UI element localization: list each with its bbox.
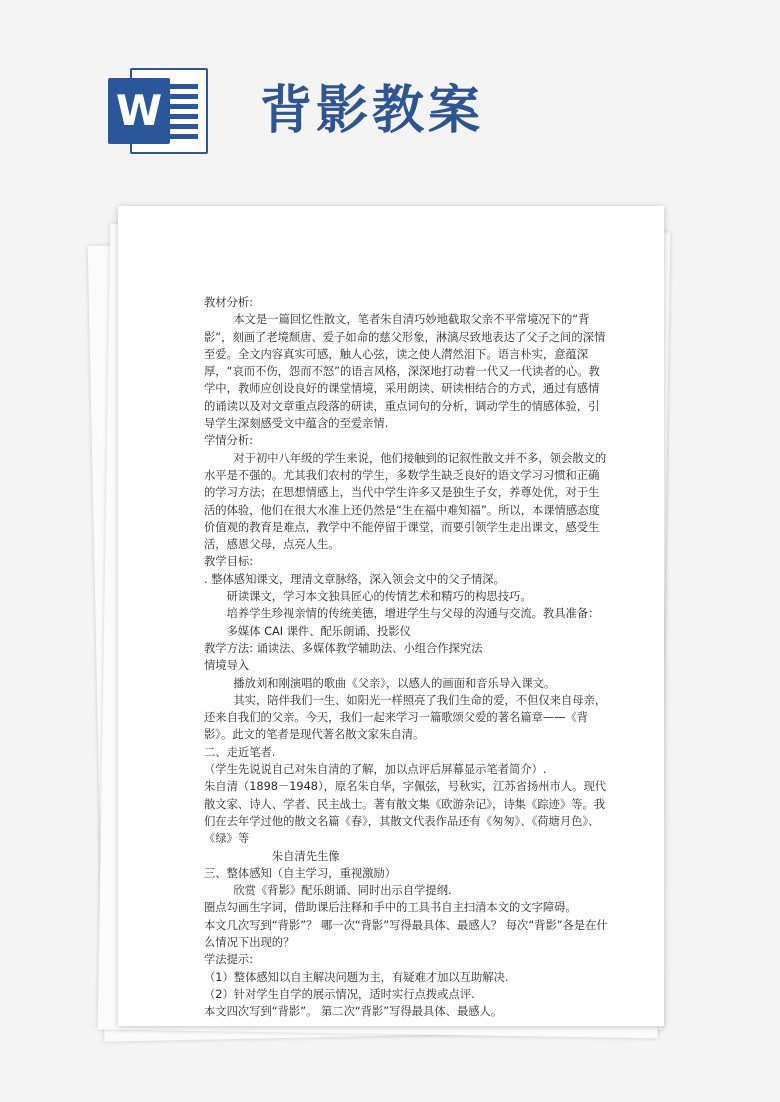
paragraph: （2）针对学生自学的展示情况，适时实行点拨或点评.: [204, 987, 475, 1001]
paragraph: （学生先说说自己对朱自清的了解，加以点评后屏幕显示笔者简介）.: [204, 763, 547, 777]
paragraph: 培养学生珍视亲情的传统美德，增进学生与父母的沟通与交流。教具准备：多媒体 CAI 课件、配乐朗诵、投影仪: [226, 607, 600, 638]
paragraph: 对于初中八年级的学生来说，他们接触到的记叙性散文并不多，领会散文的水平是不强的。尤其我们农村的学生，多数学生缺乏良好的语文学习习惯和正确的学习方法；在思想情感上，当代中学生许多又是独生子女，养尊处优，对于生活的体验，他们在很大水准上还仍然是“生在福中难知福”。所以，本课情感态度价值观的教育是难点，教学中不能停留于课堂，而要引领学生走出课文，感受生活，感恩父母，点亮人生。: [204, 451, 607, 552]
paragraph: 播放刘和刚演唱的歌曲《父亲》，以感人的画面和音乐导入课文。: [233, 676, 556, 690]
paragraph: 朱自清（1898－1948），原名朱自华，字佩弦，号秋实，江苏省扬州市人。现代散文家、诗人、学者、民主战士。著有散文集《欧游杂记》，诗集《踪迹》等。我们在去年学过他的散文名篇《春》，其散文代表作品还有《匆匆》、《荷塘月色》、《绿》等: [204, 780, 607, 846]
paragraph: 欣赏《背影》配乐朗诵、同时出示自学提纲.: [233, 884, 452, 898]
word-icon: [108, 68, 208, 154]
section-heading: 情境导入: [204, 659, 250, 673]
paragraph: 本文几次写到“背影”？ 哪一次“背影”写得最具体、最感人？ 每次“背影”各是在什么情况下出现的？: [204, 918, 608, 949]
paragraph: 本文是一篇回忆性散文，笔者朱自清巧妙地截取父亲不平常境况下的“背影”，刻画了老境颓唐、爱子如命的慈父形象，淋漓尽致地表达了父子之间的深情至爱。全文内容真实可感，触人心弦，读之使人潸然泪下。语言朴实，意蕴深厚，“哀而不伤，怨而不怒”的语言风格，深深地打动着一代又一代读者的心。教学中，教师应创设良好的课堂情境，采用朗读、研读相结合的方式，通过有感情的诵读以及对文章重点段落的研读，重点词句的分析，调动学生的情感体验，引导学生深刻感受文中蕴含的至爱亲情.: [204, 313, 606, 431]
page-title: 背影教案: [260, 81, 485, 141]
paragraph: （1）整体感知以自主解决问题为主，有疑难才加以互助解决.: [204, 970, 509, 984]
document-content: [204, 294, 608, 1020]
paragraph: 圈点勾画生字词，借助课后注释和手中的工具书自主扫清本文的文字障碍。: [204, 901, 577, 915]
paragraph: 其实，陪伴我们一生、如阳光一样照亮了我们生命的爱，不但仅来自母亲，还来自我们的父亲。今天，我们一起来学习一篇歌颂父爱的著名篇章——《背影》。此文的笔者是现代著名散文家朱自清。: [204, 693, 607, 742]
section-heading: 教学目标:: [204, 555, 253, 569]
document-page: [118, 206, 664, 1026]
word-letter-tile: W: [108, 78, 170, 144]
section-heading: 二、走近笔者.: [204, 745, 276, 759]
section-heading: 学情分析:: [204, 434, 253, 448]
section-heading: 教学方法: 诵读法、多媒体教学辅助法、小组合作探究法: [204, 641, 483, 655]
header: [0, 0, 780, 200]
paragraph: 本文四次写到“背影”。 第二次“背影”写得最具体、最感人。: [204, 1005, 503, 1019]
paragraph: . 整体感知课文，理清文章脉络，深入领会文中的父子情深。: [204, 572, 505, 586]
section-heading: 学法提示:: [204, 953, 253, 967]
section-heading: 三、整体感知（自主学习，重视激励）: [204, 866, 397, 880]
image-caption: 朱自清先生像: [271, 849, 340, 863]
paragraph: 研读课文，学习本文独具匠心的传情艺术和精巧的构思技巧。: [226, 590, 532, 604]
section-heading: 教材分析:: [204, 296, 253, 309]
